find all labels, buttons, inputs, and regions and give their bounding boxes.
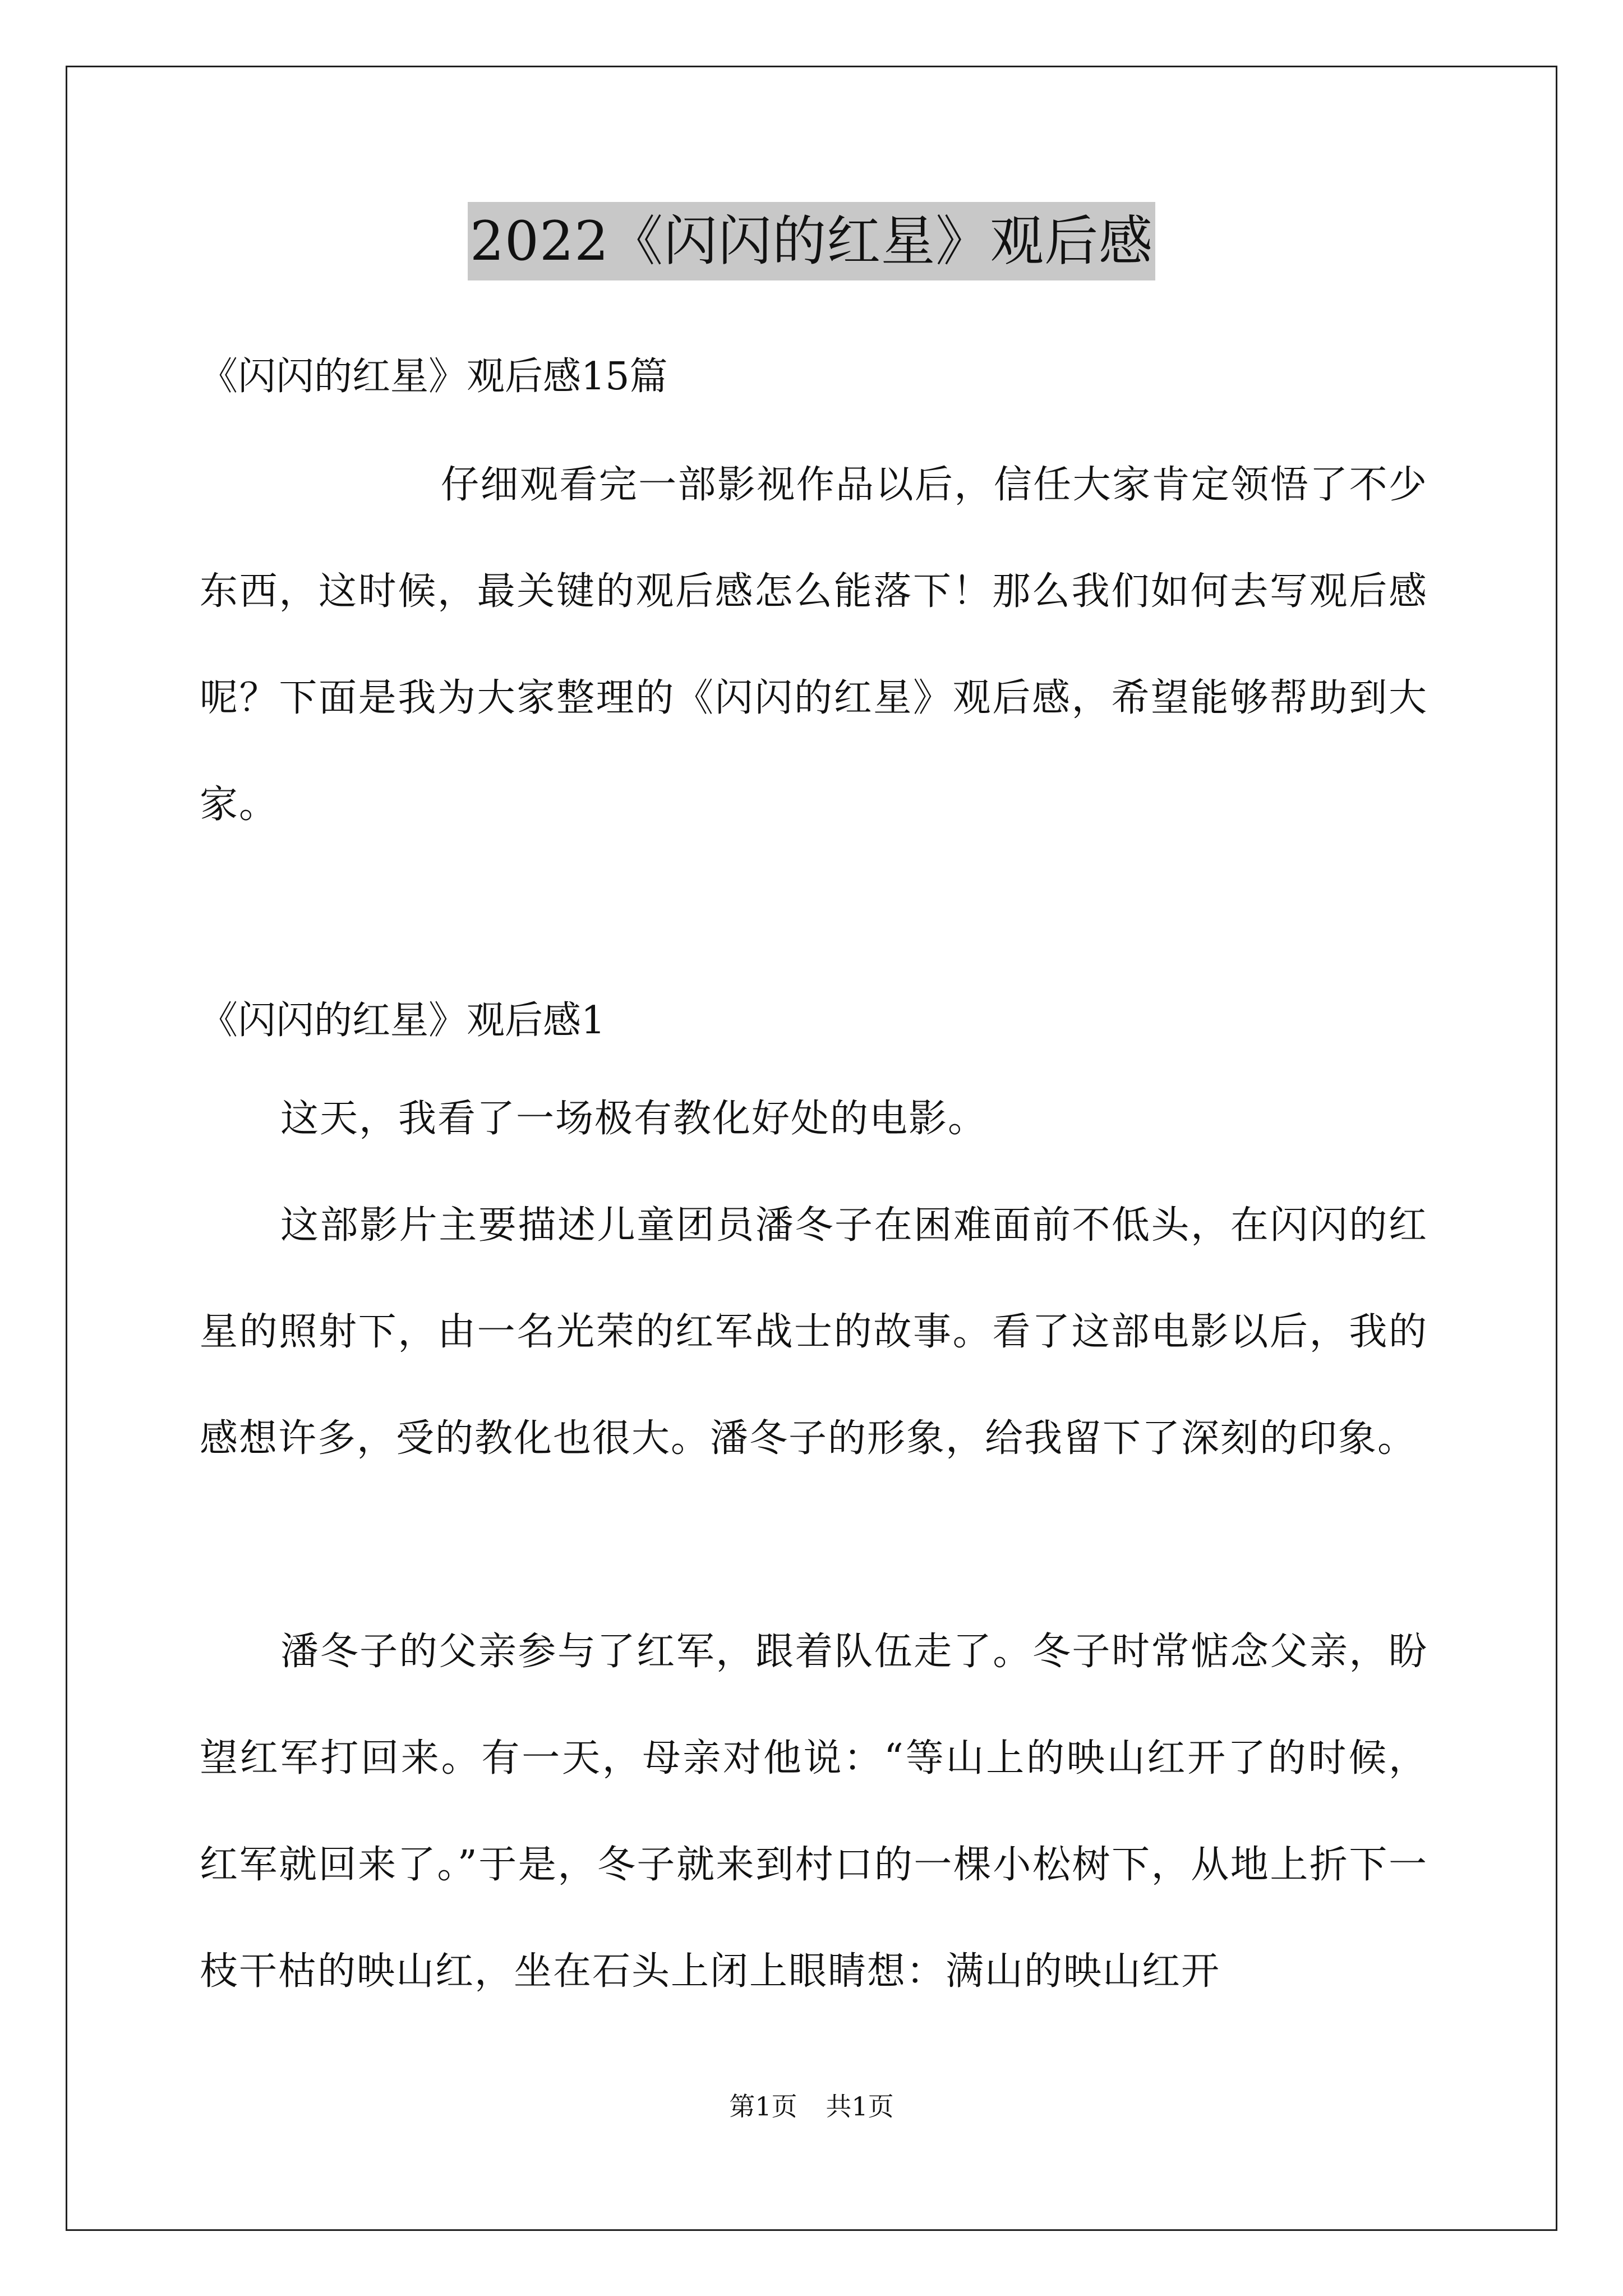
page-footer — [0, 2087, 1623, 2126]
body-paragraph-3: 潘冬子的父亲参与了红军，跟着队伍走了。冬子时常惦念父亲，盼望红军打回来。有一天，母亲对他说：“等山上的映山红开了的时候，红军就回来了。”于是，冬子就来到村口的一棵小松树下，从地上折下一枝干枯的映山红，坐在石头上闭上眼睛想：满山的映山红开 — [200, 1630, 1428, 1994]
body-paragraph-1: 这天，我看了一场极有教化好处的电影。 — [280, 1097, 988, 1141]
title-container — [0, 202, 1623, 280]
section-heading: 《闪闪的红星》观后感1 — [200, 999, 606, 1043]
page-number-total: 共1页 — [826, 2091, 894, 2122]
page-number-current: 第1页 — [729, 2091, 797, 2122]
intro-paragraph: 仔细观看完一部影视作品以后，信任大家肯定领悟了不少东西，这时候，最关键的观后感怎么能落下！那么我们如何去写观后感呢？下面是我为大家整理的《闪闪的红星》观后感，希望能够帮助到大家。 — [200, 463, 1428, 827]
body-paragraph-2: 这部影片主要描述儿童团员潘冬子在困难面前不低头，在闪闪的红星的照射下，由一名光荣的红军战士的故事。看了这部电影以后，我的感想许多，受的教化也很大。潘冬子的形象，给我留下了深刻的印象。 — [200, 1203, 1428, 1461]
document-title: 2022《闪闪的红星》观后感 — [468, 202, 1155, 280]
document-subtitle: 《闪闪的红星》观后感15篇 — [200, 355, 668, 399]
